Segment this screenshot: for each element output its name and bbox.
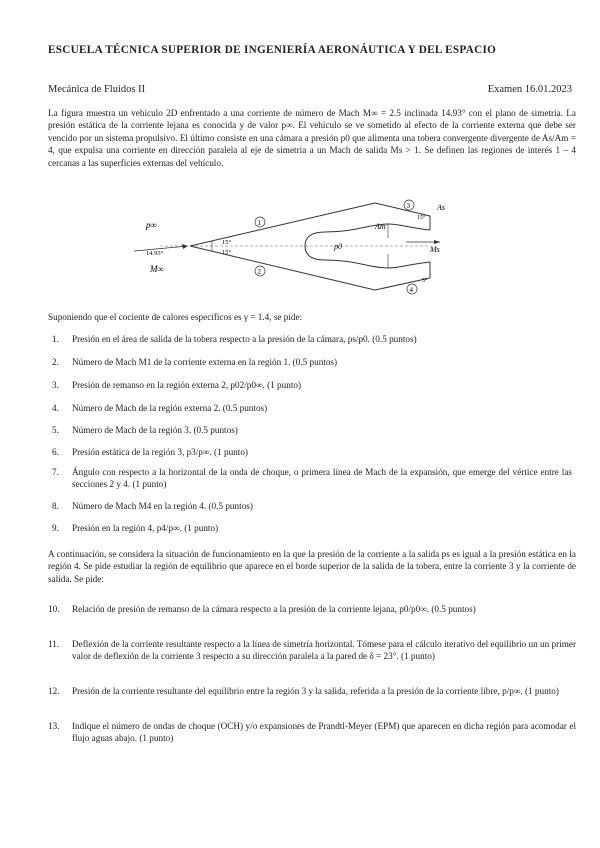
upper-wall bbox=[190, 203, 375, 246]
question-3 bbox=[52, 379, 572, 391]
region2-label: 2 bbox=[257, 268, 261, 276]
region3-label: 3 bbox=[406, 202, 410, 210]
question-number: 2. bbox=[52, 357, 59, 367]
question-text: Indique el número de ondas de choque (OCH) y/o expansiones de Prandtl-Meyer (EPM) que aparecen en dicha región para acomodar el flujo aguas abajo. (1 punto) bbox=[72, 721, 576, 744]
question-12 bbox=[48, 685, 576, 697]
question-text: Deflexión de la corriente resultante respecto a la línea de simetría horizontal. Tómese para el cálculo iterativo del equilibrio un un primer valor de deflexión de la corriente 3 respecto a su dirección paralela a la pared de δ = 23°. (1 punto) bbox=[72, 639, 576, 662]
question-number: 5. bbox=[52, 425, 59, 435]
inflow-angle-label: 14.93° bbox=[146, 250, 164, 257]
question-text: Presión estática de la región 3, p3/p∞. (1 punto) bbox=[72, 447, 248, 457]
p-inf-label: p∞ bbox=[146, 220, 157, 230]
intro-paragraph: La figura muestra un vehículo 2D enfrentado a una corriente de número de Mach M∞ = 2.5 inclinada 14.93° con el plano de simetría. La presión estática de la corriente lejana es conocida y de valor p∞. El vehículo se ve sometido al efecto de la corriente externa que debe ser vencido por un sistema propulsivo. El último consiste en una cámara a presión p0 que alimenta una tobera convergente divergente de As/Am = 4, que expulsa una corriente en dirección paralela al eje de simetría a un Mach de salida Ms > 1. Se definen las regiones de interés 1 – 4 cercanas a las superficies externas del vehículo. bbox=[48, 108, 576, 168]
p0-label: p0 bbox=[334, 242, 342, 251]
lower-wall bbox=[190, 246, 375, 290]
question-9 bbox=[52, 522, 572, 534]
question-text: Número de Mach M4 en la región 4. (0.5 puntos) bbox=[72, 501, 253, 511]
am-label: Am bbox=[375, 222, 386, 231]
upper-angle-label: 15° bbox=[222, 239, 232, 246]
question-7 bbox=[52, 466, 572, 491]
region4-label: 4 bbox=[409, 286, 413, 294]
question-4 bbox=[52, 402, 572, 414]
question-text: Presión en el área de salida de la tobera respecto a la presión de la cámara, ps/p0. (0.5 puntos) bbox=[72, 334, 417, 344]
school-title: ESCUELA TÉCNICA SUPERIOR DE INGENIERÍA AERONÁUTICA Y DEL ESPACIO bbox=[48, 44, 497, 56]
prompt-equilibrium: A continuación, se considera la situación de funcionamiento en la que la presión de la corriente a la salida ps es igual a la presión estática en la región 4. Se pide estudiar la región de equilibrio que aparece en el borde superior de la salida de la tobera, entre la corriente 3 y la corriente de salida. Se pide: bbox=[48, 549, 576, 584]
question-text: Ángulo con respecto a la horizontal de la onda de choque, o primera línea de Mach de la expansión, que emerge del vértice entre las secciones 2 y 4. (1 punto) bbox=[72, 467, 572, 490]
question-11 bbox=[48, 638, 576, 663]
question-2 bbox=[52, 356, 572, 368]
question-number: 7. bbox=[52, 467, 59, 477]
course-name: Mecánica de Fluidos II bbox=[48, 84, 146, 95]
arrow-head bbox=[182, 244, 188, 249]
question-number: 11. bbox=[48, 639, 60, 649]
question-10 bbox=[48, 603, 576, 615]
region1-label: 1 bbox=[257, 219, 261, 227]
exit-angle-bottom-label: 5° bbox=[422, 278, 428, 284]
question-number: 6. bbox=[52, 447, 59, 457]
question-text: Número de Mach M1 de la corriente externa en la región 1. (0.5 puntos) bbox=[72, 357, 338, 367]
question-text: Presión de remanso en la región externa 2, p02/p0∞. (1 punto) bbox=[72, 380, 302, 390]
question-number: 1. bbox=[52, 334, 59, 344]
question-number: 10. bbox=[48, 604, 60, 614]
question-8 bbox=[52, 500, 572, 512]
ms-label: Ms bbox=[430, 245, 440, 254]
exam-date: Examen 16.01.2023 bbox=[487, 84, 572, 95]
vehicle-figure bbox=[130, 198, 450, 298]
m-inf-label: M∞ bbox=[150, 264, 164, 274]
question-text: Número de Mach de la región externa 2. (0.5 puntos) bbox=[72, 403, 268, 413]
question-text: Presión en la región 4, p4/p∞. (1 punto) bbox=[72, 523, 219, 533]
question-text: Relación de presión de remanso de la cámara respecto a la presión de la corriente lejana, p0/p0∞. (0.5 puntos) bbox=[72, 604, 476, 614]
question-1 bbox=[52, 333, 572, 345]
question-number: 13. bbox=[48, 721, 60, 731]
exit-angle-top-label: 15° bbox=[417, 215, 426, 221]
vehicle-diagram bbox=[130, 198, 450, 298]
question-number: 12. bbox=[48, 686, 60, 696]
question-text: Número de Mach de la región 3. (0.5 puntos) bbox=[72, 425, 238, 435]
exit-arrow-head bbox=[434, 240, 440, 244]
question-6 bbox=[52, 446, 572, 458]
question-number: 3. bbox=[52, 380, 59, 390]
question-number: 4. bbox=[52, 403, 59, 413]
question-number: 9. bbox=[52, 523, 59, 533]
as-label: As bbox=[437, 203, 445, 212]
lower-angle-label: 15° bbox=[222, 249, 232, 256]
question-13 bbox=[48, 720, 576, 745]
question-5 bbox=[52, 424, 572, 436]
question-text: Presión de la corriente resultante del equilibrio entre la región 3 y la salida, referida a la presión de la corriente libre, p/p∞. (1 punto) bbox=[72, 686, 559, 696]
prompt-gamma: Suponiendo que el cociente de calores específicos es γ = 1.4, se pide: bbox=[48, 312, 303, 322]
question-number: 8. bbox=[52, 501, 59, 511]
